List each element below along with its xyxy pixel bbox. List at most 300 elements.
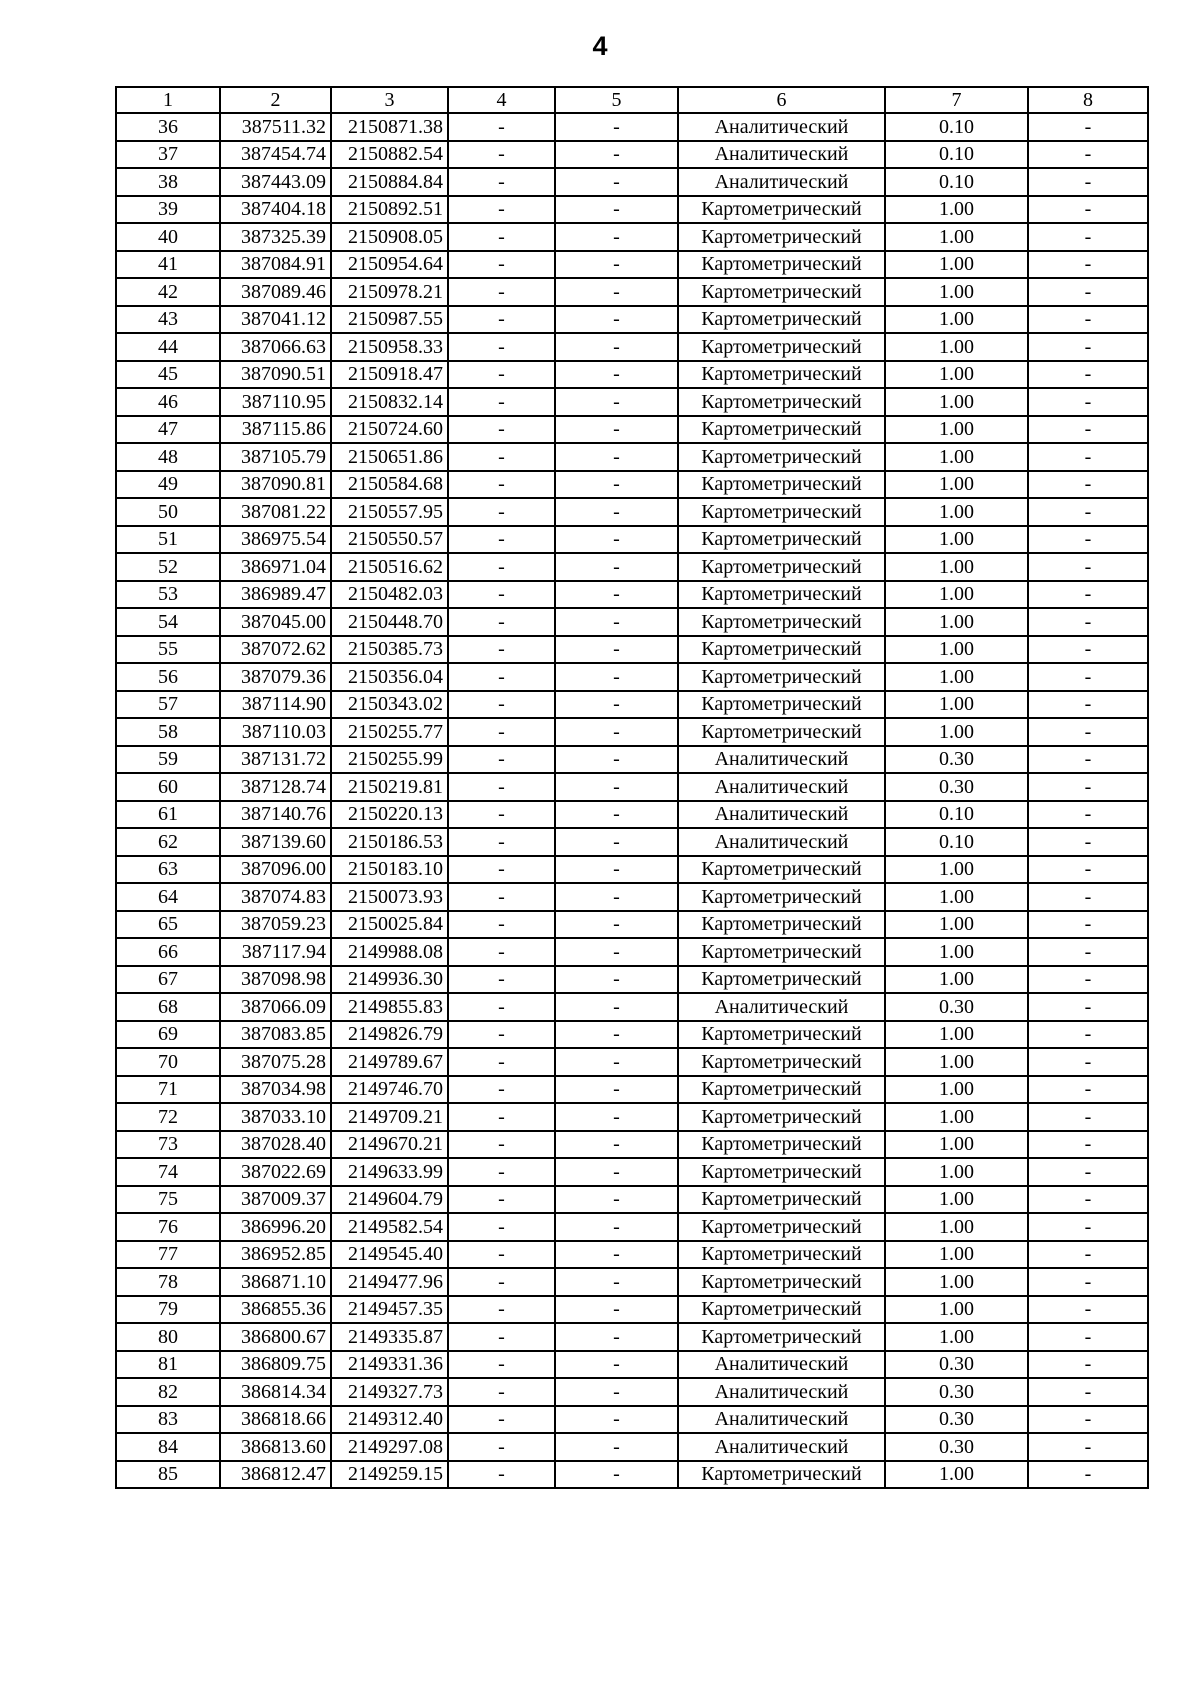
col-4-cell: - bbox=[448, 636, 555, 664]
coord-y-cell: 2150871.38 bbox=[331, 113, 448, 141]
point-number-cell: 41 bbox=[116, 251, 220, 279]
accuracy-cell: 0.30 bbox=[885, 1351, 1028, 1379]
table-row bbox=[116, 1378, 1148, 1406]
coord-y-cell: 2150183.10 bbox=[331, 856, 448, 884]
table-row bbox=[116, 1186, 1148, 1214]
col-5-cell: - bbox=[555, 1131, 678, 1159]
coord-y-cell: 2149709.21 bbox=[331, 1103, 448, 1131]
point-number-cell: 58 bbox=[116, 718, 220, 746]
table-row bbox=[116, 911, 1148, 939]
col-8-cell: - bbox=[1028, 1131, 1148, 1159]
coord-y-cell: 2149335.87 bbox=[331, 1323, 448, 1351]
col-4-cell: - bbox=[448, 608, 555, 636]
col-8-cell: - bbox=[1028, 361, 1148, 389]
method-cell: Картометрический bbox=[678, 1076, 885, 1104]
col-5-cell: - bbox=[555, 223, 678, 251]
col-8-cell: - bbox=[1028, 883, 1148, 911]
col-4-cell: - bbox=[448, 1296, 555, 1324]
table-row bbox=[116, 636, 1148, 664]
method-cell: Картометрический bbox=[678, 911, 885, 939]
point-number-cell: 84 bbox=[116, 1433, 220, 1461]
coord-y-cell: 2149604.79 bbox=[331, 1186, 448, 1214]
col-8-cell: - bbox=[1028, 443, 1148, 471]
accuracy-cell: 1.00 bbox=[885, 911, 1028, 939]
col-8-cell: - bbox=[1028, 168, 1148, 196]
col-5-cell: - bbox=[555, 966, 678, 994]
col-8-cell: - bbox=[1028, 1076, 1148, 1104]
coord-y-cell: 2150892.51 bbox=[331, 196, 448, 224]
coord-y-cell: 2149826.79 bbox=[331, 1021, 448, 1049]
coord-x-cell: 386996.20 bbox=[220, 1213, 331, 1241]
method-cell: Картометрический bbox=[678, 1103, 885, 1131]
point-number-cell: 39 bbox=[116, 196, 220, 224]
col-4-cell: - bbox=[448, 1406, 555, 1434]
col-8-cell: - bbox=[1028, 113, 1148, 141]
coord-y-cell: 2149746.70 bbox=[331, 1076, 448, 1104]
col-5-cell: - bbox=[555, 636, 678, 664]
col-4-cell: - bbox=[448, 1103, 555, 1131]
col-5-cell: - bbox=[555, 718, 678, 746]
col-4-cell: - bbox=[448, 1186, 555, 1214]
col-5-cell: - bbox=[555, 251, 678, 279]
table-row bbox=[116, 1213, 1148, 1241]
col-4-cell: - bbox=[448, 1131, 555, 1159]
table-row bbox=[116, 113, 1148, 141]
col-4-cell: - bbox=[448, 773, 555, 801]
table-row bbox=[116, 416, 1148, 444]
coord-y-cell: 2150987.55 bbox=[331, 306, 448, 334]
method-cell: Картометрический bbox=[678, 416, 885, 444]
point-number-cell: 45 bbox=[116, 361, 220, 389]
coord-y-cell: 2150482.03 bbox=[331, 581, 448, 609]
column-header: 6 bbox=[678, 87, 885, 113]
col-5-cell: - bbox=[555, 141, 678, 169]
table-row bbox=[116, 278, 1148, 306]
accuracy-cell: 1.00 bbox=[885, 856, 1028, 884]
method-cell: Аналитический bbox=[678, 141, 885, 169]
col-8-cell: - bbox=[1028, 1103, 1148, 1131]
method-cell: Картометрический bbox=[678, 443, 885, 471]
point-number-cell: 72 bbox=[116, 1103, 220, 1131]
method-cell: Аналитический bbox=[678, 828, 885, 856]
accuracy-cell: 1.00 bbox=[885, 1158, 1028, 1186]
accuracy-cell: 1.00 bbox=[885, 553, 1028, 581]
col-5-cell: - bbox=[555, 1048, 678, 1076]
accuracy-cell: 1.00 bbox=[885, 608, 1028, 636]
column-header: 7 bbox=[885, 87, 1028, 113]
col-8-cell: - bbox=[1028, 498, 1148, 526]
col-4-cell: - bbox=[448, 581, 555, 609]
method-cell: Картометрический bbox=[678, 1296, 885, 1324]
col-5-cell: - bbox=[555, 883, 678, 911]
col-8-cell: - bbox=[1028, 553, 1148, 581]
col-4-cell: - bbox=[448, 718, 555, 746]
method-cell: Картометрический bbox=[678, 691, 885, 719]
col-8-cell: - bbox=[1028, 471, 1148, 499]
point-number-cell: 59 bbox=[116, 746, 220, 774]
coord-x-cell: 386812.47 bbox=[220, 1461, 331, 1489]
col-8-cell: - bbox=[1028, 801, 1148, 829]
coord-x-cell: 386813.60 bbox=[220, 1433, 331, 1461]
col-4-cell: - bbox=[448, 663, 555, 691]
point-number-cell: 53 bbox=[116, 581, 220, 609]
table-row bbox=[116, 223, 1148, 251]
col-8-cell: - bbox=[1028, 856, 1148, 884]
page-number: 4 bbox=[592, 31, 608, 61]
column-header: 4 bbox=[448, 87, 555, 113]
col-4-cell: - bbox=[448, 911, 555, 939]
col-8-cell: - bbox=[1028, 938, 1148, 966]
accuracy-cell: 1.00 bbox=[885, 498, 1028, 526]
coord-x-cell: 387066.09 bbox=[220, 993, 331, 1021]
col-4-cell: - bbox=[448, 1461, 555, 1489]
accuracy-cell: 1.00 bbox=[885, 306, 1028, 334]
coord-x-cell: 386871.10 bbox=[220, 1268, 331, 1296]
coord-x-cell: 387110.03 bbox=[220, 718, 331, 746]
table-row bbox=[116, 1433, 1148, 1461]
point-number-cell: 36 bbox=[116, 113, 220, 141]
col-5-cell: - bbox=[555, 361, 678, 389]
coord-y-cell: 2150448.70 bbox=[331, 608, 448, 636]
coord-y-cell: 2150219.81 bbox=[331, 773, 448, 801]
table-row bbox=[116, 1241, 1148, 1269]
accuracy-cell: 1.00 bbox=[885, 691, 1028, 719]
point-number-cell: 85 bbox=[116, 1461, 220, 1489]
method-cell: Картометрический bbox=[678, 938, 885, 966]
coord-x-cell: 386952.85 bbox=[220, 1241, 331, 1269]
table-row bbox=[116, 1021, 1148, 1049]
accuracy-cell: 1.00 bbox=[885, 1103, 1028, 1131]
table-row bbox=[116, 993, 1148, 1021]
coord-y-cell: 2149327.73 bbox=[331, 1378, 448, 1406]
coord-y-cell: 2150651.86 bbox=[331, 443, 448, 471]
coord-y-cell: 2149259.15 bbox=[331, 1461, 448, 1489]
method-cell: Картометрический bbox=[678, 388, 885, 416]
col-4-cell: - bbox=[448, 251, 555, 279]
col-8-cell: - bbox=[1028, 1021, 1148, 1049]
coord-y-cell: 2149670.21 bbox=[331, 1131, 448, 1159]
accuracy-cell: 0.30 bbox=[885, 1378, 1028, 1406]
col-5-cell: - bbox=[555, 1351, 678, 1379]
coord-x-cell: 387081.22 bbox=[220, 498, 331, 526]
point-number-cell: 76 bbox=[116, 1213, 220, 1241]
coord-x-cell: 387325.39 bbox=[220, 223, 331, 251]
accuracy-cell: 0.10 bbox=[885, 168, 1028, 196]
point-number-cell: 50 bbox=[116, 498, 220, 526]
col-4-cell: - bbox=[448, 1076, 555, 1104]
coord-x-cell: 387140.76 bbox=[220, 801, 331, 829]
col-5-cell: - bbox=[555, 691, 678, 719]
coord-y-cell: 2149312.40 bbox=[331, 1406, 448, 1434]
coord-x-cell: 387110.95 bbox=[220, 388, 331, 416]
table-row bbox=[116, 1323, 1148, 1351]
point-number-cell: 40 bbox=[116, 223, 220, 251]
point-number-cell: 42 bbox=[116, 278, 220, 306]
table-row bbox=[116, 388, 1148, 416]
coord-y-cell: 2149477.96 bbox=[331, 1268, 448, 1296]
accuracy-cell: 1.00 bbox=[885, 966, 1028, 994]
accuracy-cell: 1.00 bbox=[885, 636, 1028, 664]
coord-y-cell: 2150220.13 bbox=[331, 801, 448, 829]
method-cell: Картометрический bbox=[678, 1048, 885, 1076]
col-8-cell: - bbox=[1028, 306, 1148, 334]
method-cell: Картометрический bbox=[678, 1241, 885, 1269]
point-number-cell: 68 bbox=[116, 993, 220, 1021]
table-row bbox=[116, 361, 1148, 389]
accuracy-cell: 0.30 bbox=[885, 1406, 1028, 1434]
table-row bbox=[116, 773, 1148, 801]
point-number-cell: 69 bbox=[116, 1021, 220, 1049]
accuracy-cell: 1.00 bbox=[885, 333, 1028, 361]
method-cell: Картометрический bbox=[678, 608, 885, 636]
coord-x-cell: 387511.32 bbox=[220, 113, 331, 141]
coord-y-cell: 2150954.64 bbox=[331, 251, 448, 279]
coord-x-cell: 387454.74 bbox=[220, 141, 331, 169]
coord-y-cell: 2150884.84 bbox=[331, 168, 448, 196]
point-number-cell: 47 bbox=[116, 416, 220, 444]
method-cell: Картометрический bbox=[678, 553, 885, 581]
accuracy-cell: 1.00 bbox=[885, 1213, 1028, 1241]
accuracy-cell: 1.00 bbox=[885, 443, 1028, 471]
point-number-cell: 62 bbox=[116, 828, 220, 856]
column-header: 1 bbox=[116, 87, 220, 113]
col-8-cell: - bbox=[1028, 966, 1148, 994]
coord-y-cell: 2150255.99 bbox=[331, 746, 448, 774]
table-row bbox=[116, 718, 1148, 746]
table-row bbox=[116, 526, 1148, 554]
method-cell: Картометрический bbox=[678, 581, 885, 609]
col-8-cell: - bbox=[1028, 223, 1148, 251]
col-5-cell: - bbox=[555, 196, 678, 224]
point-number-cell: 49 bbox=[116, 471, 220, 499]
coord-x-cell: 387090.51 bbox=[220, 361, 331, 389]
point-number-cell: 82 bbox=[116, 1378, 220, 1406]
method-cell: Картометрический bbox=[678, 196, 885, 224]
accuracy-cell: 1.00 bbox=[885, 1323, 1028, 1351]
point-number-cell: 64 bbox=[116, 883, 220, 911]
col-8-cell: - bbox=[1028, 1351, 1148, 1379]
point-number-cell: 43 bbox=[116, 306, 220, 334]
accuracy-cell: 1.00 bbox=[885, 526, 1028, 554]
column-header: 3 bbox=[331, 87, 448, 113]
point-number-cell: 55 bbox=[116, 636, 220, 664]
col-5-cell: - bbox=[555, 1186, 678, 1214]
coord-y-cell: 2150882.54 bbox=[331, 141, 448, 169]
col-4-cell: - bbox=[448, 828, 555, 856]
col-8-cell: - bbox=[1028, 278, 1148, 306]
method-cell: Картометрический bbox=[678, 1268, 885, 1296]
col-5-cell: - bbox=[555, 168, 678, 196]
accuracy-cell: 1.00 bbox=[885, 581, 1028, 609]
table-row bbox=[116, 691, 1148, 719]
table-row bbox=[116, 663, 1148, 691]
col-4-cell: - bbox=[448, 333, 555, 361]
col-5-cell: - bbox=[555, 1241, 678, 1269]
method-cell: Аналитический bbox=[678, 1351, 885, 1379]
col-5-cell: - bbox=[555, 938, 678, 966]
col-5-cell: - bbox=[555, 1021, 678, 1049]
coord-x-cell: 386814.34 bbox=[220, 1378, 331, 1406]
accuracy-cell: 0.10 bbox=[885, 113, 1028, 141]
method-cell: Картометрический bbox=[678, 306, 885, 334]
table-row bbox=[116, 883, 1148, 911]
table-row bbox=[116, 333, 1148, 361]
accuracy-cell: 1.00 bbox=[885, 1241, 1028, 1269]
method-cell: Картометрический bbox=[678, 883, 885, 911]
point-number-cell: 81 bbox=[116, 1351, 220, 1379]
coord-x-cell: 387096.00 bbox=[220, 856, 331, 884]
method-cell: Аналитический bbox=[678, 801, 885, 829]
col-4-cell: - bbox=[448, 361, 555, 389]
column-header: 8 bbox=[1028, 87, 1148, 113]
col-4-cell: - bbox=[448, 278, 555, 306]
coord-x-cell: 387028.40 bbox=[220, 1131, 331, 1159]
point-number-cell: 74 bbox=[116, 1158, 220, 1186]
table-row bbox=[116, 1158, 1148, 1186]
coord-x-cell: 387089.46 bbox=[220, 278, 331, 306]
coord-y-cell: 2150255.77 bbox=[331, 718, 448, 746]
coord-x-cell: 387139.60 bbox=[220, 828, 331, 856]
table-row bbox=[116, 141, 1148, 169]
coord-x-cell: 387084.91 bbox=[220, 251, 331, 279]
col-8-cell: - bbox=[1028, 691, 1148, 719]
accuracy-cell: 0.30 bbox=[885, 746, 1028, 774]
coord-x-cell: 387443.09 bbox=[220, 168, 331, 196]
col-8-cell: - bbox=[1028, 581, 1148, 609]
table-row bbox=[116, 938, 1148, 966]
col-4-cell: - bbox=[448, 526, 555, 554]
point-number-cell: 73 bbox=[116, 1131, 220, 1159]
coord-x-cell: 387117.94 bbox=[220, 938, 331, 966]
col-5-cell: - bbox=[555, 993, 678, 1021]
method-cell: Картометрический bbox=[678, 856, 885, 884]
col-8-cell: - bbox=[1028, 1048, 1148, 1076]
coord-x-cell: 387083.85 bbox=[220, 1021, 331, 1049]
table-row bbox=[116, 1406, 1148, 1434]
accuracy-cell: 1.00 bbox=[885, 1186, 1028, 1214]
method-cell: Аналитический bbox=[678, 1433, 885, 1461]
coord-x-cell: 387105.79 bbox=[220, 443, 331, 471]
col-4-cell: - bbox=[448, 883, 555, 911]
point-number-cell: 65 bbox=[116, 911, 220, 939]
coord-x-cell: 387090.81 bbox=[220, 471, 331, 499]
accuracy-cell: 1.00 bbox=[885, 663, 1028, 691]
accuracy-cell: 1.00 bbox=[885, 1268, 1028, 1296]
col-4-cell: - bbox=[448, 1021, 555, 1049]
col-8-cell: - bbox=[1028, 388, 1148, 416]
point-number-cell: 63 bbox=[116, 856, 220, 884]
point-number-cell: 66 bbox=[116, 938, 220, 966]
point-number-cell: 46 bbox=[116, 388, 220, 416]
coord-x-cell: 387131.72 bbox=[220, 746, 331, 774]
accuracy-cell: 0.30 bbox=[885, 993, 1028, 1021]
table-row bbox=[116, 553, 1148, 581]
col-4-cell: - bbox=[448, 306, 555, 334]
col-5-cell: - bbox=[555, 333, 678, 361]
point-number-cell: 44 bbox=[116, 333, 220, 361]
col-5-cell: - bbox=[555, 1296, 678, 1324]
accuracy-cell: 1.00 bbox=[885, 1021, 1028, 1049]
col-8-cell: - bbox=[1028, 993, 1148, 1021]
method-cell: Картометрический bbox=[678, 1131, 885, 1159]
table-row bbox=[116, 196, 1148, 224]
col-5-cell: - bbox=[555, 416, 678, 444]
accuracy-cell: 1.00 bbox=[885, 471, 1028, 499]
coord-y-cell: 2150073.93 bbox=[331, 883, 448, 911]
table-row bbox=[116, 1296, 1148, 1324]
col-8-cell: - bbox=[1028, 1433, 1148, 1461]
col-5-cell: - bbox=[555, 1323, 678, 1351]
col-4-cell: - bbox=[448, 1158, 555, 1186]
point-number-cell: 77 bbox=[116, 1241, 220, 1269]
coord-y-cell: 2150918.47 bbox=[331, 361, 448, 389]
method-cell: Картометрический bbox=[678, 333, 885, 361]
col-4-cell: - bbox=[448, 388, 555, 416]
coord-y-cell: 2149855.83 bbox=[331, 993, 448, 1021]
col-4-cell: - bbox=[448, 443, 555, 471]
accuracy-cell: 0.10 bbox=[885, 801, 1028, 829]
col-5-cell: - bbox=[555, 553, 678, 581]
point-number-cell: 71 bbox=[116, 1076, 220, 1104]
table-row bbox=[116, 1268, 1148, 1296]
coord-y-cell: 2149457.35 bbox=[331, 1296, 448, 1324]
col-5-cell: - bbox=[555, 1158, 678, 1186]
accuracy-cell: 1.00 bbox=[885, 1076, 1028, 1104]
col-5-cell: - bbox=[555, 663, 678, 691]
method-cell: Аналитический bbox=[678, 1378, 885, 1406]
accuracy-cell: 1.00 bbox=[885, 1461, 1028, 1489]
accuracy-cell: 1.00 bbox=[885, 1131, 1028, 1159]
method-cell: Картометрический bbox=[678, 636, 885, 664]
col-5-cell: - bbox=[555, 1213, 678, 1241]
method-cell: Картометрический bbox=[678, 1213, 885, 1241]
col-4-cell: - bbox=[448, 416, 555, 444]
coord-x-cell: 387009.37 bbox=[220, 1186, 331, 1214]
coord-x-cell: 387059.23 bbox=[220, 911, 331, 939]
method-cell: Аналитический bbox=[678, 746, 885, 774]
point-number-cell: 61 bbox=[116, 801, 220, 829]
col-8-cell: - bbox=[1028, 1241, 1148, 1269]
col-5-cell: - bbox=[555, 1378, 678, 1406]
point-number-cell: 37 bbox=[116, 141, 220, 169]
col-5-cell: - bbox=[555, 443, 678, 471]
coord-x-cell: 386989.47 bbox=[220, 581, 331, 609]
method-cell: Аналитический bbox=[678, 1406, 885, 1434]
coord-x-cell: 386809.75 bbox=[220, 1351, 331, 1379]
col-4-cell: - bbox=[448, 196, 555, 224]
table-row bbox=[116, 966, 1148, 994]
coord-x-cell: 387034.98 bbox=[220, 1076, 331, 1104]
col-5-cell: - bbox=[555, 471, 678, 499]
method-cell: Аналитический bbox=[678, 168, 885, 196]
coord-y-cell: 2150557.95 bbox=[331, 498, 448, 526]
col-4-cell: - bbox=[448, 1241, 555, 1269]
point-number-cell: 78 bbox=[116, 1268, 220, 1296]
col-8-cell: - bbox=[1028, 1323, 1148, 1351]
point-number-cell: 51 bbox=[116, 526, 220, 554]
method-cell: Аналитический bbox=[678, 113, 885, 141]
coord-y-cell: 2149331.36 bbox=[331, 1351, 448, 1379]
col-8-cell: - bbox=[1028, 1158, 1148, 1186]
coord-x-cell: 386975.54 bbox=[220, 526, 331, 554]
col-4-cell: - bbox=[448, 553, 555, 581]
col-4-cell: - bbox=[448, 856, 555, 884]
col-5-cell: - bbox=[555, 856, 678, 884]
accuracy-cell: 1.00 bbox=[885, 196, 1028, 224]
accuracy-cell: 1.00 bbox=[885, 938, 1028, 966]
coord-y-cell: 2150958.33 bbox=[331, 333, 448, 361]
col-8-cell: - bbox=[1028, 1296, 1148, 1324]
